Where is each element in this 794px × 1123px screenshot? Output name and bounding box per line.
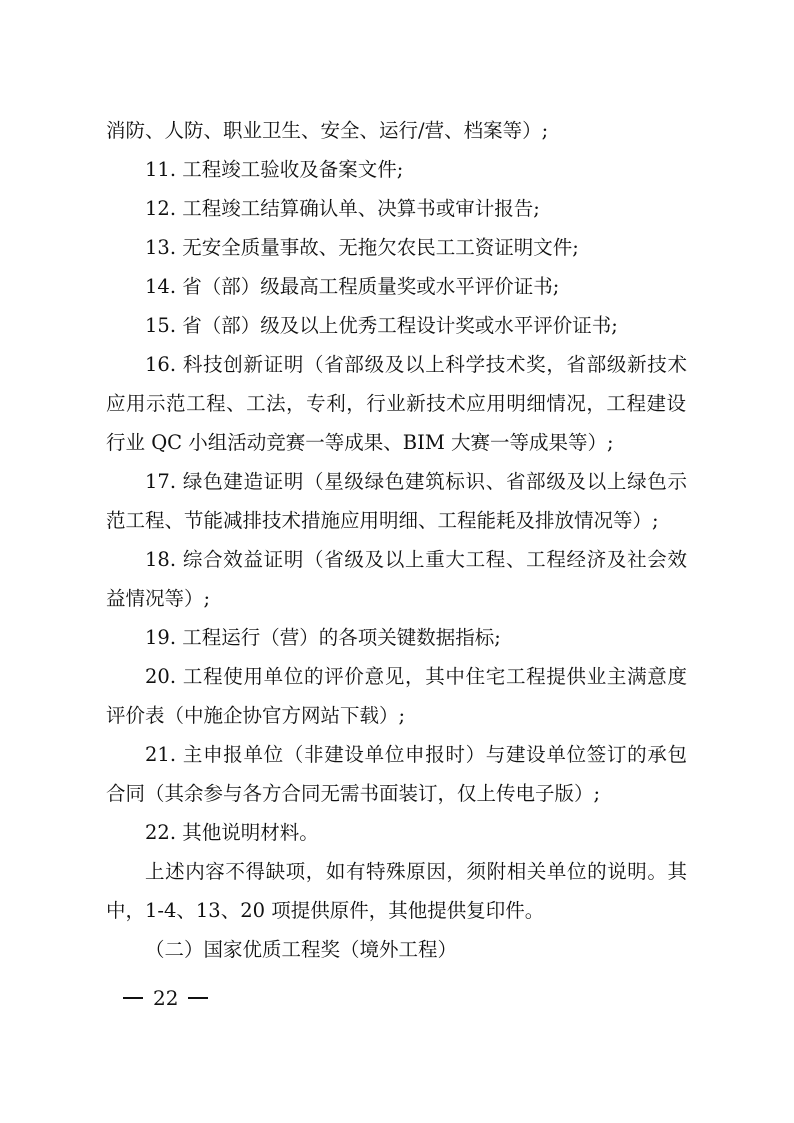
list-item-17: 17. 绿色建造证明（星级绿色建筑标识、省部级及以上绿色示 xyxy=(145,470,687,493)
text-line: 行业 QC 小组活动竞赛一等成果、BIM 大赛一等成果等）; xyxy=(106,431,614,454)
dash-right xyxy=(188,997,208,999)
section-heading: （二）国家优质工程奖（境外工程） xyxy=(145,938,458,961)
list-item-12: 12. 工程竣工结算确认单、决算书或审计报告; xyxy=(145,197,540,220)
list-item-18: 18. 综合效益证明（省级及以上重大工程、工程经济及社会效 xyxy=(145,548,687,571)
page-footer xyxy=(123,985,208,1011)
list-item-11: 11. 工程竣工验收及备案文件; xyxy=(145,158,404,181)
text-line: 应用示范工程、工法，专利，行业新技术应用明细情况，工程建设 xyxy=(106,392,686,415)
list-item-14: 14. 省（部）级最高工程质量奖或水平评价证书; xyxy=(145,275,560,298)
text-line: 消防、人防、职业卫生、安全、运行/营、档案等）; xyxy=(106,119,549,142)
list-item-21: 21. 主申报单位（非建设单位申报时）与建设单位签订的承包 xyxy=(145,743,687,766)
list-item-22: 22. 其他说明材料。 xyxy=(145,821,319,844)
paragraph-text: 上述内容不得缺项，如有特殊原因，须附相关单位的说明。其 xyxy=(145,860,687,883)
dash-left xyxy=(123,997,143,999)
page-number: 22 xyxy=(153,986,179,1010)
text-line: 范工程、节能减排技术措施应用明细、工程能耗及排放情况等）; xyxy=(106,509,659,532)
text-line: 合同（其余参与各方合同无需书面装订，仅上传电子版）; xyxy=(106,782,601,805)
text-line: 评价表（中施企协官方网站下载）; xyxy=(106,704,406,727)
text-line: 益情况等）; xyxy=(106,587,211,610)
list-item-13: 13. 无安全质量事故、无拖欠农民工工资证明文件; xyxy=(145,236,579,259)
list-item-16: 16. 科技创新证明（省部级及以上科学技术奖，省部级新技术 xyxy=(145,353,687,376)
list-item-19: 19. 工程运行（营）的各项关键数据指标; xyxy=(145,626,501,649)
list-item-15: 15. 省（部）级及以上优秀工程设计奖或水平评价证书; xyxy=(145,314,618,337)
text-line: 中，1-4、13、20 项提供原件，其他提供复印件。 xyxy=(106,899,545,922)
list-item-20: 20. 工程使用单位的评价意见，其中住宅工程提供业主满意度 xyxy=(145,665,687,688)
